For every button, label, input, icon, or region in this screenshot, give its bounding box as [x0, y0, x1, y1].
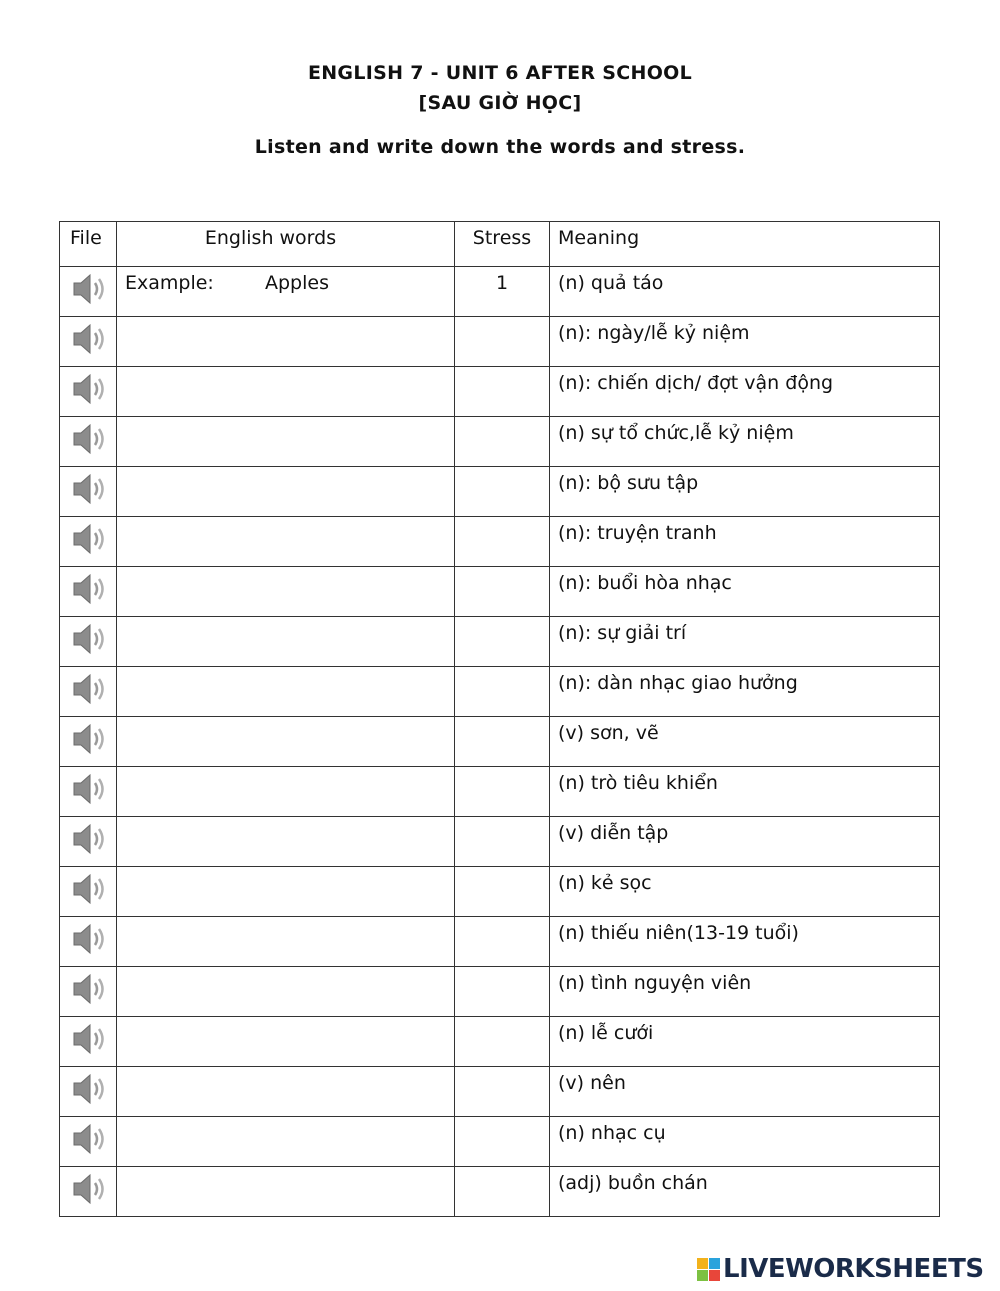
column-header-stress: Stress: [455, 222, 550, 267]
stress-input[interactable]: [455, 317, 550, 367]
speaker-icon[interactable]: [70, 521, 110, 557]
meaning-text: (n) kẻ sọc: [558, 872, 652, 894]
meaning-cell: [550, 617, 940, 667]
table-row: [60, 1067, 940, 1117]
stress-input[interactable]: [455, 1017, 550, 1067]
meaning-cell: [550, 417, 940, 467]
audio-cell[interactable]: [60, 1017, 117, 1067]
audio-cell[interactable]: [60, 717, 117, 767]
table-row: [60, 417, 940, 467]
stress-input[interactable]: [455, 1167, 550, 1217]
stress-input[interactable]: [455, 817, 550, 867]
speaker-icon[interactable]: [70, 971, 110, 1007]
english-word-input[interactable]: [117, 767, 455, 817]
english-word-input[interactable]: [117, 467, 455, 517]
table-row: [60, 517, 940, 567]
audio-cell[interactable]: [60, 867, 117, 917]
stress-input[interactable]: [455, 617, 550, 667]
table-row: [60, 817, 940, 867]
table-row: [60, 617, 940, 667]
stress-cell: 1: [455, 267, 550, 317]
page-title: ENGLISH 7 - UNIT 6 AFTER SCHOOL: [307, 62, 693, 84]
audio-cell[interactable]: [60, 367, 117, 417]
table-row: [60, 367, 940, 417]
speaker-icon[interactable]: [70, 1021, 110, 1057]
meaning-text: (n) lễ cưới: [558, 1022, 654, 1044]
meaning-cell: [550, 467, 940, 517]
meaning-text: (n): bộ sưu tập: [558, 472, 699, 494]
english-word-input[interactable]: [117, 517, 455, 567]
meaning-cell: [550, 317, 940, 367]
meaning-cell: [550, 817, 940, 867]
meaning-cell: [550, 717, 940, 767]
audio-cell[interactable]: [60, 617, 117, 667]
example-label: Example:: [125, 272, 214, 294]
audio-cell[interactable]: [60, 317, 117, 367]
meaning-cell: [550, 967, 940, 1017]
meaning-cell: [550, 367, 940, 417]
english-word-input[interactable]: [117, 867, 455, 917]
english-word-input[interactable]: [117, 1117, 455, 1167]
audio-cell[interactable]: [60, 1067, 117, 1117]
instruction: Listen and write down the words and stress.: [254, 136, 746, 158]
speaker-icon[interactable]: [70, 371, 110, 407]
audio-cell[interactable]: [60, 967, 117, 1017]
english-word-input[interactable]: [117, 1017, 455, 1067]
speaker-icon[interactable]: [70, 921, 110, 957]
table-row: [60, 1017, 940, 1067]
speaker-icon[interactable]: [70, 671, 110, 707]
table-row: [60, 717, 940, 767]
table-row: [60, 867, 940, 917]
speaker-icon[interactable]: [70, 871, 110, 907]
stress-input[interactable]: [455, 667, 550, 717]
stress-input[interactable]: [455, 567, 550, 617]
meaning-text: (n): buổi hòa nhạc: [558, 572, 732, 594]
meaning-text: (n): truyện tranh: [558, 522, 717, 544]
stress-input[interactable]: [455, 467, 550, 517]
speaker-icon[interactable]: [70, 1071, 110, 1107]
meaning-text: (n): sự giải trí: [558, 622, 687, 644]
meaning-text: (v) nên: [558, 1072, 626, 1094]
audio-cell[interactable]: [60, 767, 117, 817]
table-row: [60, 767, 940, 817]
english-word-input[interactable]: [117, 567, 455, 617]
stress-input[interactable]: [455, 867, 550, 917]
table-header-row: [60, 222, 940, 267]
meaning-cell: [550, 667, 940, 717]
audio-cell[interactable]: [60, 817, 117, 867]
english-word-input[interactable]: [117, 917, 455, 967]
english-word-cell: [117, 267, 455, 317]
stress-input[interactable]: [455, 717, 550, 767]
speaker-icon[interactable]: [70, 621, 110, 657]
english-word-input[interactable]: [117, 317, 455, 367]
table-row: [60, 467, 940, 517]
example-word: Apples: [265, 272, 329, 294]
stress-input[interactable]: [455, 767, 550, 817]
speaker-icon[interactable]: [70, 771, 110, 807]
audio-cell[interactable]: [60, 567, 117, 617]
english-word-input[interactable]: [117, 967, 455, 1017]
table-row: [60, 1117, 940, 1167]
audio-cell[interactable]: [60, 1117, 117, 1167]
stress-input[interactable]: [455, 1067, 550, 1117]
column-header-meaning: Meaning: [550, 222, 940, 267]
table-row: [60, 1167, 940, 1217]
english-word-input[interactable]: [117, 1067, 455, 1117]
table-row: [60, 567, 940, 617]
meaning-text: (n): chiến dịch/ đợt vận động: [558, 372, 834, 394]
table-row: [60, 667, 940, 717]
page-subtitle: [SAU GIỜ HỌC]: [418, 92, 582, 114]
meaning-cell: [550, 917, 940, 967]
meaning-cell: [550, 1017, 940, 1067]
english-word-input[interactable]: [117, 1167, 455, 1217]
logo-mark-icon: [697, 1258, 720, 1281]
speaker-icon[interactable]: [70, 1121, 110, 1157]
speaker-icon[interactable]: [70, 571, 110, 607]
meaning-text: (adj) buồn chán: [558, 1172, 708, 1194]
stress-input[interactable]: [455, 517, 550, 567]
column-header-file: File: [60, 222, 117, 267]
audio-cell[interactable]: [60, 917, 117, 967]
meaning-text: (v) sơn, vẽ: [558, 722, 659, 744]
brand-name: LIVEWORKSHEETS: [723, 1254, 984, 1284]
english-word-input[interactable]: [117, 367, 455, 417]
speaker-icon[interactable]: [70, 271, 110, 307]
speaker-icon[interactable]: [70, 721, 110, 757]
meaning-text: (v) diễn tập: [558, 822, 669, 844]
meaning-text: (n) thiếu niên(13-19 tuổi): [558, 922, 799, 944]
table-row: [60, 317, 940, 367]
stress-input[interactable]: [455, 917, 550, 967]
column-header-english-words: English words: [117, 222, 455, 267]
audio-cell[interactable]: [60, 417, 117, 467]
meaning-cell: [550, 1117, 940, 1167]
meaning-cell: [550, 1067, 940, 1117]
audio-cell[interactable]: [60, 1167, 117, 1217]
meaning-cell: [550, 567, 940, 617]
table-row: [60, 917, 940, 967]
audio-cell[interactable]: [60, 667, 117, 717]
english-word-input[interactable]: [117, 717, 455, 767]
meaning-text: (n) sự tổ chức,lễ kỷ niệm: [558, 422, 794, 444]
example-row: [60, 267, 940, 317]
speaker-icon[interactable]: [70, 821, 110, 857]
english-word-input[interactable]: [117, 617, 455, 667]
english-word-input[interactable]: [117, 417, 455, 467]
audio-cell[interactable]: [60, 517, 117, 567]
meaning-cell: [550, 767, 940, 817]
audio-cell[interactable]: [60, 467, 117, 517]
liveworksheets-logo: [697, 1252, 984, 1286]
speaker-icon[interactable]: [70, 471, 110, 507]
meaning-text: (n) nhạc cụ: [558, 1122, 666, 1144]
speaker-icon[interactable]: [70, 1171, 110, 1207]
meaning-cell: (n) quả táo: [550, 267, 940, 317]
meaning-text: (n) tình nguyện viên: [558, 972, 752, 994]
table-row: [60, 967, 940, 1017]
stress-input[interactable]: [455, 967, 550, 1017]
meaning-text: (n): ngày/lễ kỷ niệm: [558, 322, 750, 344]
meaning-cell: [550, 1167, 940, 1217]
speaker-icon[interactable]: [70, 421, 110, 457]
english-word-input[interactable]: [117, 667, 455, 717]
english-word-input[interactable]: [117, 817, 455, 867]
meaning-text: (n) trò tiêu khiển: [558, 772, 718, 794]
meaning-text: (n): dàn nhạc giao hưởng: [558, 672, 798, 694]
meaning-cell: [550, 867, 940, 917]
audio-cell[interactable]: [60, 267, 117, 317]
stress-input[interactable]: [455, 417, 550, 467]
meaning-cell: [550, 517, 940, 567]
stress-input[interactable]: [455, 1117, 550, 1167]
vocabulary-table: [59, 221, 940, 1217]
stress-input[interactable]: [455, 367, 550, 417]
speaker-icon[interactable]: [70, 321, 110, 357]
